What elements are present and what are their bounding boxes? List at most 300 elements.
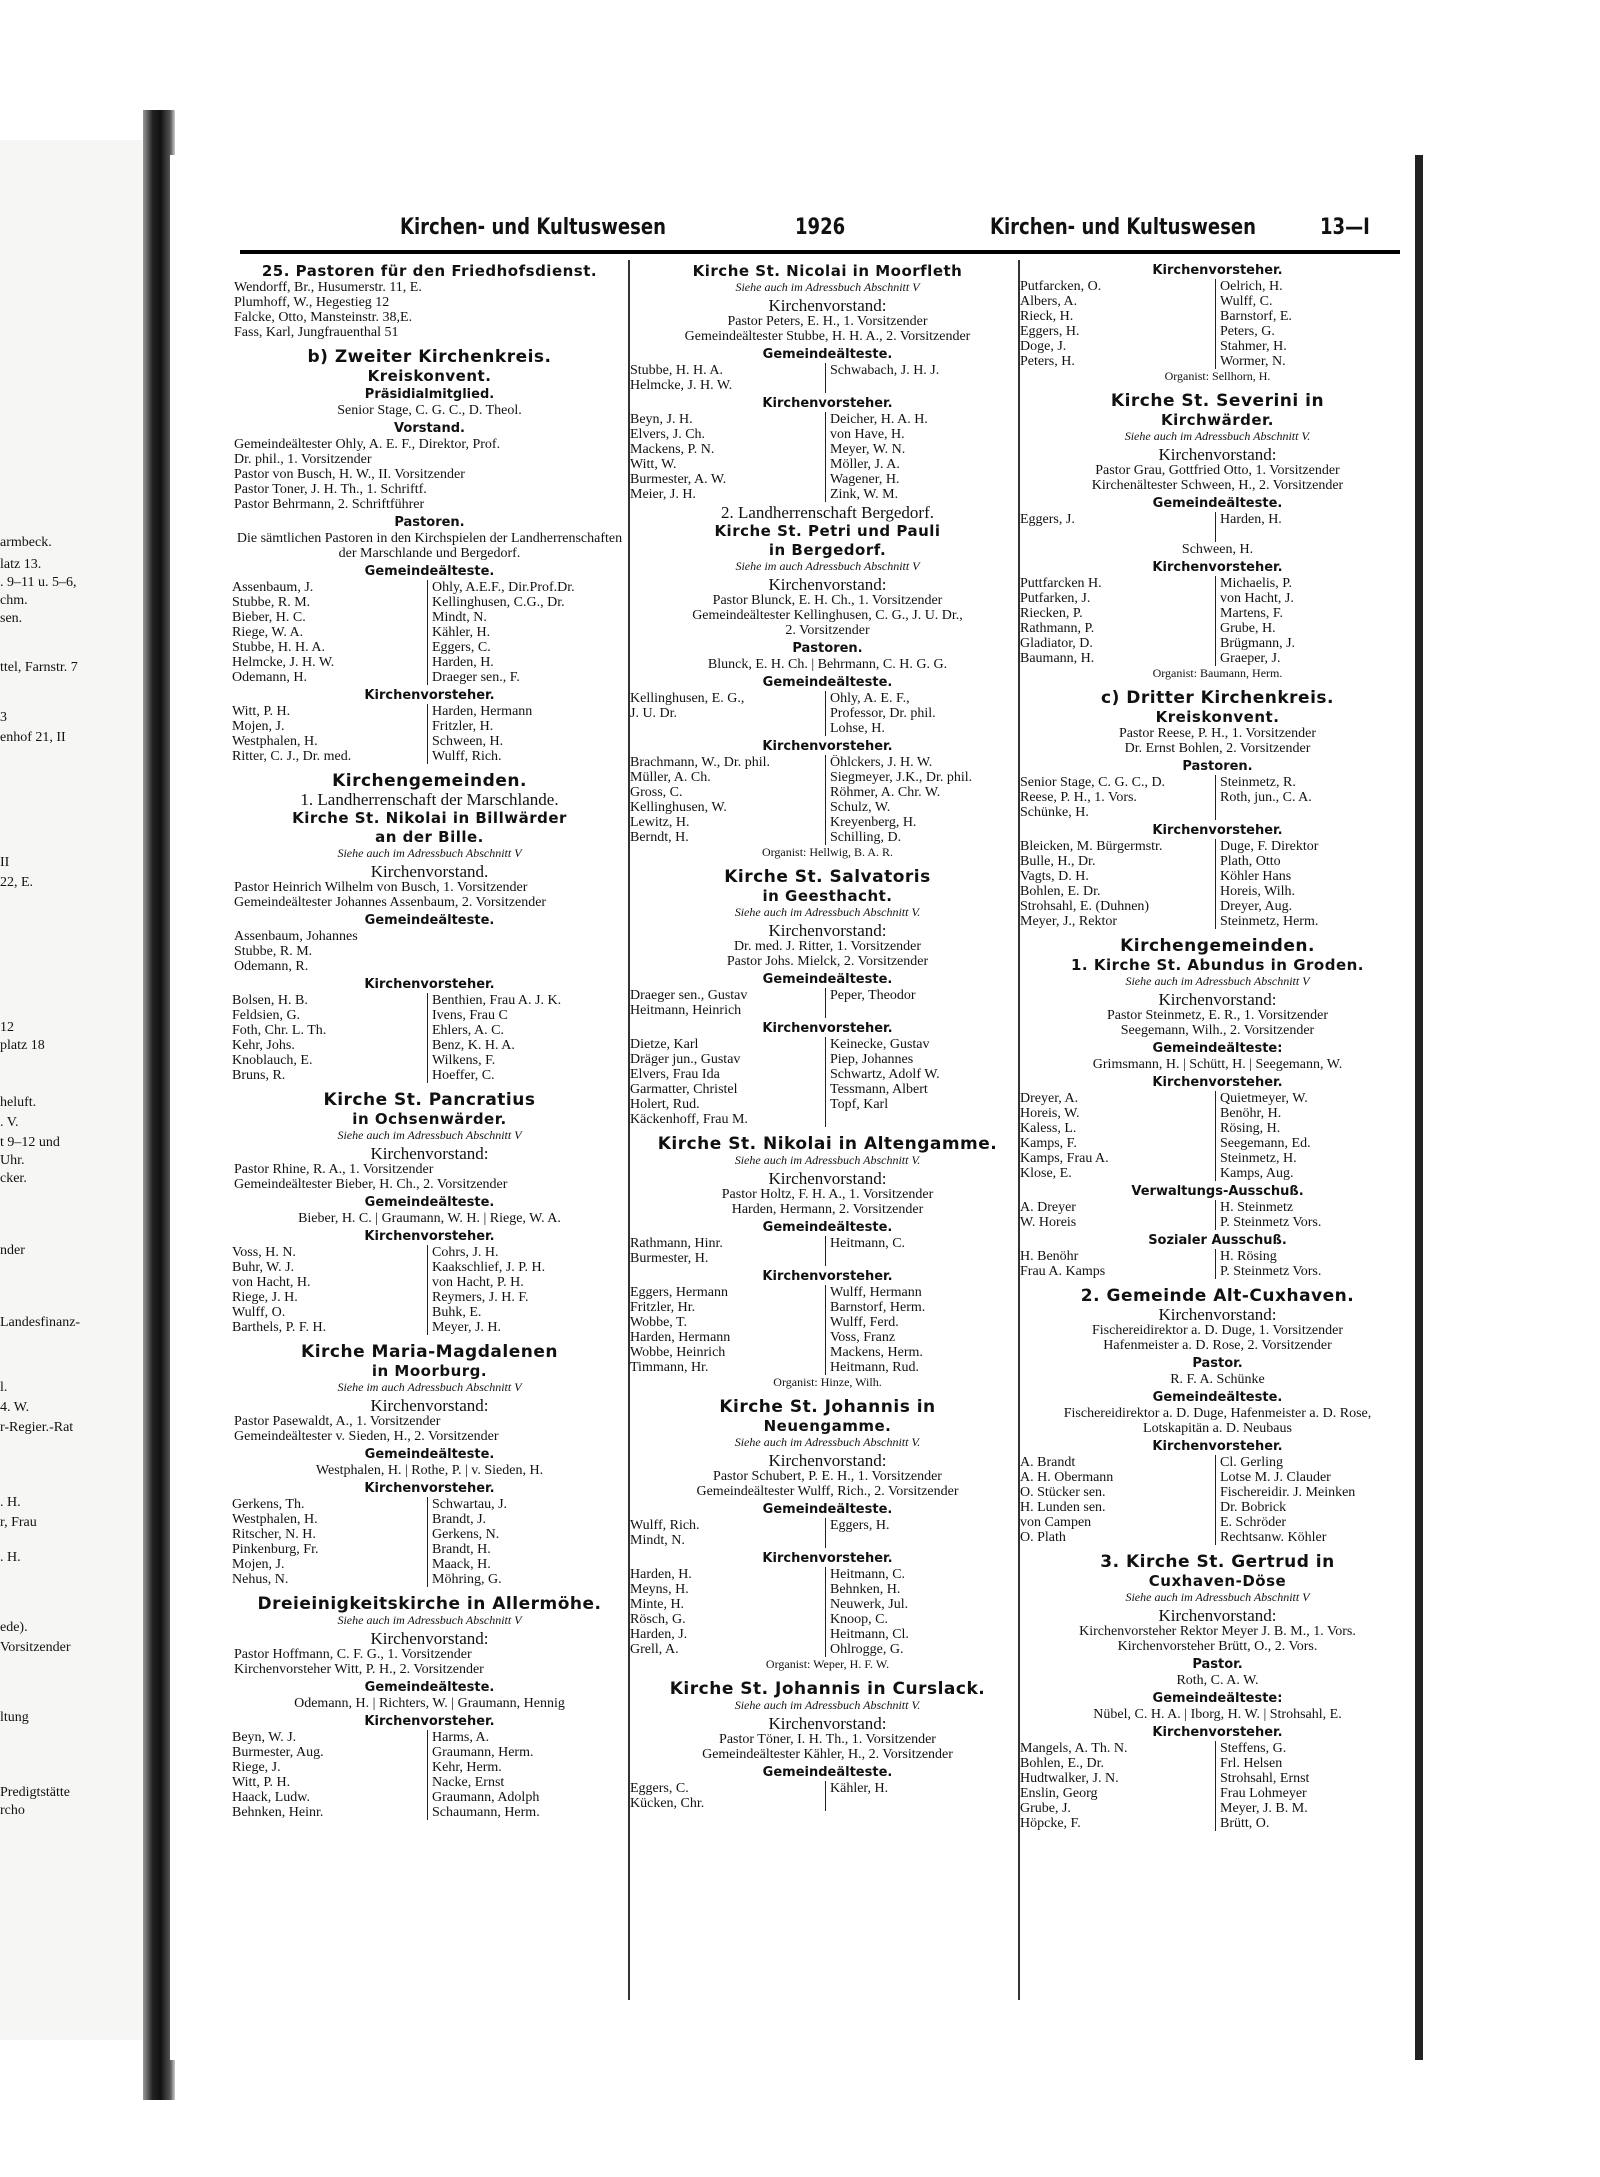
list-item [1220,527,1415,542]
list-item: Nacke, Ernst [432,1775,505,1790]
list-item: Duge, F. Direktor [1220,839,1319,854]
list-item: Kellinghusen, E. G., [630,691,745,706]
margin-fragment: platz 18 [0,1038,45,1053]
list-item: Berndt, H. [630,830,689,845]
list-item: Meyer, J., Rektor [1020,914,1118,929]
list-item: Siegmeyer, J.K., Dr. phil. [830,770,973,785]
entry-line: 2. Vorsitzender [785,623,870,638]
name-list-right [1215,1200,1415,1230]
entry-line: Fischereidirektor a. D. Duge, Hafenmeister a. D. Rose, [1063,1406,1372,1421]
board-heading: 2. Landherrenschaft Bergedorf. [720,503,935,522]
name-list-left [1020,839,1215,929]
organist-line: Organist: Sellhorn, H. [1164,369,1271,383]
list-item [1020,527,1215,542]
organist-line: Organist: Baumann, Herm. [1152,666,1283,680]
entry-line: Kirchenvorsteher Rektor Meyer J. B. M., 1. Vors. [1079,1624,1356,1639]
list-item: Bieber, H. C. [232,610,306,625]
name-list-right [825,1285,1025,1375]
subheading: Vorstand. [394,421,465,436]
section-heading: Kirchwärder. [1161,411,1274,429]
section-heading: in Geesthacht. [762,887,893,905]
subheading: Kirchenvorsteher. [364,688,495,703]
list-item: Cl. Gerling [1220,1455,1283,1470]
subheading: Gemeindeälteste. [364,564,495,579]
list-item: H. Benöhr [1020,1249,1079,1264]
name-list-left [630,988,825,1018]
margin-fragment: l. [0,1380,8,1395]
name-list-left [630,755,825,845]
name-list-left [232,1497,427,1587]
entry-line: Pastor von Busch, H. W., II. Vorsitzender [234,467,465,482]
list-item: Kaakschlief, J. P. H. [432,1260,546,1275]
entry-line: Falcke, Otto, Mansteinstr. 38,E. [234,310,413,325]
list-item: Harden, H. [1220,512,1282,527]
entry-line: Grimsmann, H. | Schütt, H. | Seegemann, W. [1092,1057,1343,1072]
list-item [830,1796,1025,1811]
list-item: O. Plath [1020,1530,1066,1545]
list-item: Stubbe, H. H. A. [232,640,325,655]
section-heading: Kreiskonvent. [1155,708,1280,726]
subheading: Pastoren. [1182,759,1253,774]
list-item: Mojen, J. [232,1557,285,1572]
subheading: Kirchenvorsteher. [1152,263,1283,278]
list-item: Wulff, Hermann [830,1285,922,1300]
list-item: Eggers, C. [432,640,491,655]
list-item: Heitmann, C. [830,1236,906,1251]
list-item: Müller, A. Ch. [630,770,711,785]
name-list-right [1215,512,1415,542]
entry-line: Pastor Behrmann, 2. Schriftführer [234,497,425,512]
board-heading: Kirchenvorstand: [1158,1305,1277,1324]
list-item: Köhler Hans [1220,869,1292,884]
list-item: Lotse M. J. Clauder [1220,1470,1331,1485]
list-item: Albers, A. [1020,294,1078,309]
list-item: Gerkens, N. [432,1527,500,1542]
name-list [1020,512,1415,542]
name-list-right [427,993,627,1083]
board-heading: Kirchenvorstand: [768,1169,887,1188]
name-list-left [232,580,427,685]
list-item: Baumann, H. [1020,651,1095,666]
subheading: Gemeindeälteste. [762,1220,893,1235]
list-item: Benthien, Frau A. J. K. [432,993,562,1008]
board-heading: 1. Landherrenschaft der Marschlande. [300,790,559,809]
list-item: Draeger sen., Gustav [630,988,748,1003]
margin-fragment: cker. [0,1171,27,1186]
list-item: Steinmetz, Herm. [1220,914,1319,929]
entry-line: Gemeindeältester Wulff, Rich., 2. Vorsitzender [696,1484,959,1499]
list-item: Burmester, A. W. [630,472,727,487]
margin-fragment: r, Frau [0,1515,37,1530]
list-item: Michaelis, P. [1220,576,1292,591]
list-item: Schwabach, J. H. J. [830,363,940,378]
list-item: Kreyenberg, H. [830,815,917,830]
list-item: Heitmann, Heinrich [630,1003,742,1018]
list-item: Eggers, J. [1020,512,1075,527]
name-list-right [1215,775,1415,820]
name-list-left [630,412,825,502]
list-item: Harden, H. [630,1567,692,1582]
entry-line: Westphalen, H. | Rothe, P. | v. Sieden, H. [315,1463,544,1478]
list-item: Ohlrogge, G. [830,1642,904,1657]
list-item: A. Dreyer [1020,1200,1076,1215]
subheading: Sozialer Ausschuß. [1148,1233,1287,1248]
name-list [1020,1200,1415,1230]
section-heading: Kirche St. Nikolai in Altengamme. [657,1134,998,1154]
header-year: 1926 [795,215,846,240]
header-right-title: Kirchen- und Kultuswesen [990,215,1256,240]
name-list-left [630,1518,825,1548]
margin-fragment: . H. [0,1550,21,1565]
list-item: Stahmer, H. [1220,339,1287,354]
list-item: Westphalen, H. [232,1512,318,1527]
entry-line: Pastor Blunck, E. H. Ch., 1. Vorsitzender [712,593,943,608]
list-item: Oelrich, H. [1220,279,1283,294]
entry-line: Pastor Johs. Mielck, 2. Vorsitzender [726,954,929,969]
list-item: Kamps, Frau A. [1020,1151,1109,1166]
list-item: Gladiator, D. [1020,636,1093,651]
name-list-left [1020,1200,1215,1230]
list-item: A. H. Obermann [1020,1470,1114,1485]
section-heading: Kirche St. Severini in [1110,391,1325,411]
list-item: Haack, Ludw. [232,1790,311,1805]
list-item: Fischereidir. J. Meinken [1220,1485,1356,1500]
list-item: Frl. Helsen [1220,1756,1283,1771]
margin-fragment: heluft. [0,1095,37,1110]
list-item: Wobbe, T. [630,1315,688,1330]
entry-line: Nübel, C. H. A. | Iborg, H. W. | Strohsahl, E. [1093,1707,1342,1722]
list-item: Helmcke, J. H. W. [232,655,335,670]
list-item: Frau A. Kamps [1020,1264,1106,1279]
entry-line: Senior Stage, C. G. C., D. Theol. [337,403,522,418]
list-item: Harden, Hermann [432,704,533,719]
list-item: Rösch, G. [630,1612,686,1627]
name-list-right [825,1236,1025,1266]
entry-line: Pastor Heinrich Wilhelm von Busch, 1. Vorsitzender [234,880,528,895]
list-item: Ohly, A. E. F., [830,691,910,706]
list-item: Odemann, H. [232,670,308,685]
margin-fragment: ede). [0,1620,28,1635]
name-list [232,1245,627,1335]
entry-line: Dr. med. J. Ritter, 1. Vorsitzender [733,939,922,954]
name-list-right [825,988,1025,1018]
list-item: Mojen, J. [232,719,285,734]
list-item: Garmatter, Christel [630,1082,738,1097]
column-1 [232,260,627,1820]
cross-reference: Siehe auch im Adressbuch Abschnitt V. [1124,429,1311,443]
board-heading: Kirchenvorstand: [1158,990,1277,1009]
name-list-left [1020,576,1215,666]
section-heading: Kirchengemeinden. [332,771,527,791]
entry-line: Schween, H. [1181,542,1254,557]
section-heading: b) Zweiter Kirchenkreis. [307,347,552,367]
list-item: Hoeffer, C. [432,1068,495,1083]
name-list [630,691,1025,736]
list-item: Behnken, H. [830,1582,901,1597]
list-item: Reese, P. H., 1. Vors. [1020,790,1137,805]
list-item: Zink, W. M. [830,487,899,502]
name-list-left [232,1245,427,1335]
list-item: W. Horeis [1020,1215,1077,1230]
list-item: Topf, Karl [830,1097,889,1112]
name-list [630,1567,1025,1657]
entry-line: Hafenmeister a. D. Rose, 2. Vorsitzender [1103,1338,1332,1353]
margin-fragment: . H. [0,1495,21,1510]
name-list [1020,1091,1415,1181]
list-item: Bruns, R. [232,1068,286,1083]
list-item: Kellinghusen, C.G., Dr. [432,595,565,610]
subheading: Präsidialmitglied. [364,387,495,402]
name-list-right [825,1037,1025,1127]
list-item: Grube, H. [1220,621,1276,636]
name-list-left [1020,775,1215,820]
list-item: Feldsien, G. [232,1008,301,1023]
list-item: Kücken, Chr. [630,1796,705,1811]
list-item: Gerkens, Th. [232,1497,305,1512]
list-item: Elvers, Frau Ida [630,1067,720,1082]
entry-line: Dr. phil., 1. Vorsitzender [234,452,372,467]
section-heading: Dreieinigkeitskirche in Allermöhe. [257,1594,602,1614]
name-list [630,1781,1025,1811]
name-list [232,580,627,685]
entry-line: Pastor Holtz, F. H. A., 1. Vorsitzender [721,1187,934,1202]
list-item: Frau Lohmeyer [1220,1786,1307,1801]
entry-line: Harden, Hermann, 2. Vorsitzender [731,1202,924,1217]
margin-fragment: 4. W. [0,1400,30,1415]
name-list-left [232,704,427,764]
list-item: Witt, W. [630,457,677,472]
list-item: Graumann, Adolph [432,1790,540,1805]
section-heading: in Ochsenwärder. [352,1110,507,1128]
subheading: Kirchenvorsteher. [1152,1439,1283,1454]
list-item: Kehr, Herm. [432,1760,502,1775]
list-item: Kehr, Johs. [232,1038,295,1053]
header-left-title: Kirchen- und Kultuswesen [400,215,666,240]
subheading: Gemeindeälteste. [364,1195,495,1210]
subheading: Gemeindeälteste. [364,1680,495,1695]
name-list-right [825,363,1025,393]
subheading: Gemeindeälteste: [1152,1691,1283,1706]
list-item: H. Rösing [1220,1249,1277,1264]
name-list-right [825,755,1025,845]
list-item: Wormer, N. [1220,354,1286,369]
list-item: Schulz, W. [830,800,891,815]
list-item: Tessmann, Albert [830,1082,928,1097]
list-item: Rösing, H. [1220,1121,1281,1136]
list-item: Kähler, H. [830,1781,889,1796]
list-item: Wulff, Rich. [630,1518,700,1533]
section-heading: 1. Kirche St. Abundus in Groden. [1071,956,1364,974]
section-heading: Kirche St. Johannis in [719,1397,936,1417]
name-list-left [630,1285,825,1375]
list-item: Kähler, H. [432,625,491,640]
list-item: Keinecke, Gustav [830,1037,930,1052]
column-3 [1020,260,1415,1831]
list-item: Kamps, Aug. [1220,1166,1294,1181]
list-item: Möhring, G. [432,1572,502,1587]
cross-reference: Siehe im auch Adressbuch Abschnitt V [337,1380,522,1394]
name-list [630,412,1025,502]
entry-line: Gemeindeältester Ohly, A. E. F., Direktor, Prof. [234,437,501,452]
list-item: Gross, C. [630,785,683,800]
list-item: Dreyer, Aug. [1220,899,1293,914]
list-item: Grell, A. [630,1642,679,1657]
margin-fragment: chm. [0,593,28,608]
section-heading: Kirche St. Nikolai in Billwärder [292,809,567,827]
list-item: Eggers, Hermann [630,1285,728,1300]
list-item: Reymers, J. H. F. [432,1290,529,1305]
list-item: Bolsen, H. B. [232,993,308,1008]
entry-line: Odemann, R. [234,959,309,974]
section-heading: Kirche St. Petri und Pauli [714,522,941,540]
list-item: Mangels, A. Th. N. [1020,1741,1128,1756]
section-heading: Kirche St. Johannis in Curslack. [669,1679,986,1699]
entry-line: Blunck, E. H. Ch. | Behrmann, C. H. G. G. [707,657,948,672]
name-list [232,993,627,1083]
name-list-left [1020,512,1215,542]
name-list-left [630,363,825,393]
cross-reference: Siehe auch im Adressbuch Abschnitt V. [734,1435,921,1449]
list-item: Holert, Rud. [630,1097,700,1112]
name-list-right [1215,1249,1415,1279]
name-list [1020,1455,1415,1545]
margin-fragment: Landesfinanz- [0,1315,81,1330]
list-item: Harden, H. [432,655,494,670]
board-heading: Kirchenvorstand: [768,1451,887,1470]
list-item: Stubbe, H. H. A. [630,363,723,378]
name-list-right [825,412,1025,502]
list-item: Maack, H. [432,1557,491,1572]
margin-fragment: Uhr. [0,1153,25,1168]
name-list [232,704,627,764]
list-item: Röhmer, A. Chr. W. [830,785,941,800]
list-item: Schilling, D. [830,830,902,845]
name-list [630,1236,1025,1266]
list-item: Meyer, W. N. [830,442,906,457]
list-item: Bulle, H., Dr. [1020,854,1096,869]
margin-fragment: 3 [0,710,7,725]
organist-line: Organist: Hellwig, B. A. R. [761,845,894,859]
subheading: Gemeindeälteste. [762,347,893,362]
entry-line: Gemeindeältester Bieber, H. Ch., 2. Vorsitzender [234,1177,508,1192]
list-item: Eggers, H. [1020,324,1080,339]
margin-fragment: II [0,855,10,870]
list-item: Meier, J. H. [630,487,696,502]
name-list-right [825,691,1025,736]
list-item: Elvers, J. Ch. [630,427,706,442]
list-item: Heitmann, C. [830,1567,906,1582]
name-list [1020,839,1415,929]
name-list-left [630,1037,825,1127]
name-list-right [1215,279,1415,369]
list-item: Puttfarcken H. [1020,576,1102,591]
subheading: Kirchenvorsteher. [1152,1725,1283,1740]
name-list [1020,576,1415,666]
section-heading: Kirche St. Salvatoris [724,867,931,887]
list-item: von Campen [1020,1515,1092,1530]
list-item: Strohsahl, E. (Duhnen) [1020,899,1150,914]
subheading: Gemeindeälteste. [762,972,893,987]
name-list-left [630,1781,825,1811]
margin-fragment: enhof 21, II [0,730,66,745]
cross-reference: Siehe auch im Adressbuch Abschnitt V. [734,1153,921,1167]
section-heading: c) Dritter Kirchenkreis. [1101,688,1334,708]
name-list-right [427,580,627,685]
list-item: Steinmetz, H. [1220,1151,1297,1166]
list-item: Kellinghusen, W. [630,800,727,815]
cross-reference: Siehe auch im Adressbuch Abschnitt V [337,846,522,860]
subheading: Pastor. [1192,1356,1243,1371]
subheading: Pastor. [1192,1657,1243,1672]
organist-line: Organist: Weper, H. F. W. [765,1657,890,1671]
margin-fragment: nder [0,1243,25,1258]
list-item: Putfarken, J. [1020,591,1091,606]
subheading: Kirchenvorsteher. [762,739,893,754]
list-item: Meyer, J. B. M. [1220,1801,1308,1816]
name-list-left [630,1567,825,1657]
list-item: Wobbe, Heinrich [630,1345,726,1360]
board-heading: Kirchenvorstand: [370,1629,489,1648]
entry-line: Gemeindeältester Stubbe, H. H. A., 2. Vorsitzender [684,329,971,344]
section-heading: Neuengamme. [763,1417,892,1435]
entry-line: Pastor Pasewaldt, A., 1. Vorsitzender [234,1414,441,1429]
list-item: Ritscher, N. H. [232,1527,316,1542]
entry-line: Seegemann, Wilh., 2. Vorsitzender [1120,1023,1315,1038]
section-heading: Kreiskonvent. [367,367,492,385]
name-list-left [1020,1249,1215,1279]
list-item: Wulff, C. [1220,294,1273,309]
margin-fragment: ttel, Farnstr. 7 [0,660,78,675]
margin-fragment: Vorsitzender [0,1640,71,1655]
entry-line: Assenbaum, Johannes [234,929,358,944]
list-item: O. Stücker sen. [1020,1485,1106,1500]
board-heading: Kirchenvorstand: [370,1396,489,1415]
margin-fragment: rcho [0,1803,25,1818]
entry-line: Gemeindeältester v. Sieden, H., 2. Vorsitzender [234,1429,499,1444]
section-heading: in Moorburg. [371,1362,488,1380]
subheading: Kirchenvorsteher. [762,396,893,411]
name-list-left [1020,1091,1215,1181]
list-item: Rieck, H. [1020,309,1074,324]
list-item: Burmester, Aug. [232,1745,324,1760]
list-item: von Hacht, P. H. [432,1275,524,1290]
name-list [1020,775,1415,820]
list-item: Draeger sen., F. [432,670,520,685]
list-item: Benöhr, H. [1220,1106,1282,1121]
list-item: Voss, H. N. [232,1245,296,1260]
margin-fragment: 12 [0,1020,14,1035]
list-item: Graumann, Herm. [432,1745,534,1760]
list-item: Putfarcken, O. [1020,279,1102,294]
list-item: Steinmetz, R. [1220,775,1296,790]
list-item: Kamps, F. [1020,1136,1077,1151]
entry-line: Roth, C. A. W. [1176,1673,1259,1688]
list-item: Hudtwalker, J. N. [1020,1771,1119,1786]
margin-fragment: . V. [0,1115,19,1130]
list-item: Beyn, W. J. [232,1730,297,1745]
name-list-right [427,1497,627,1587]
name-list [1020,279,1415,369]
list-item: Horeis, W. [1020,1106,1080,1121]
list-item: Dietze, Karl [630,1037,699,1052]
name-list-right [1215,839,1415,929]
list-item: Professor, Dr. phil. [830,706,936,721]
list-item: Benz, K. H. A. [432,1038,515,1053]
section-heading: Cuxhaven-Döse [1148,1572,1287,1590]
list-item: Beyn, J. H. [630,412,693,427]
list-item: Nehus, N. [232,1572,289,1587]
list-item: Klose, E. [1020,1166,1072,1181]
